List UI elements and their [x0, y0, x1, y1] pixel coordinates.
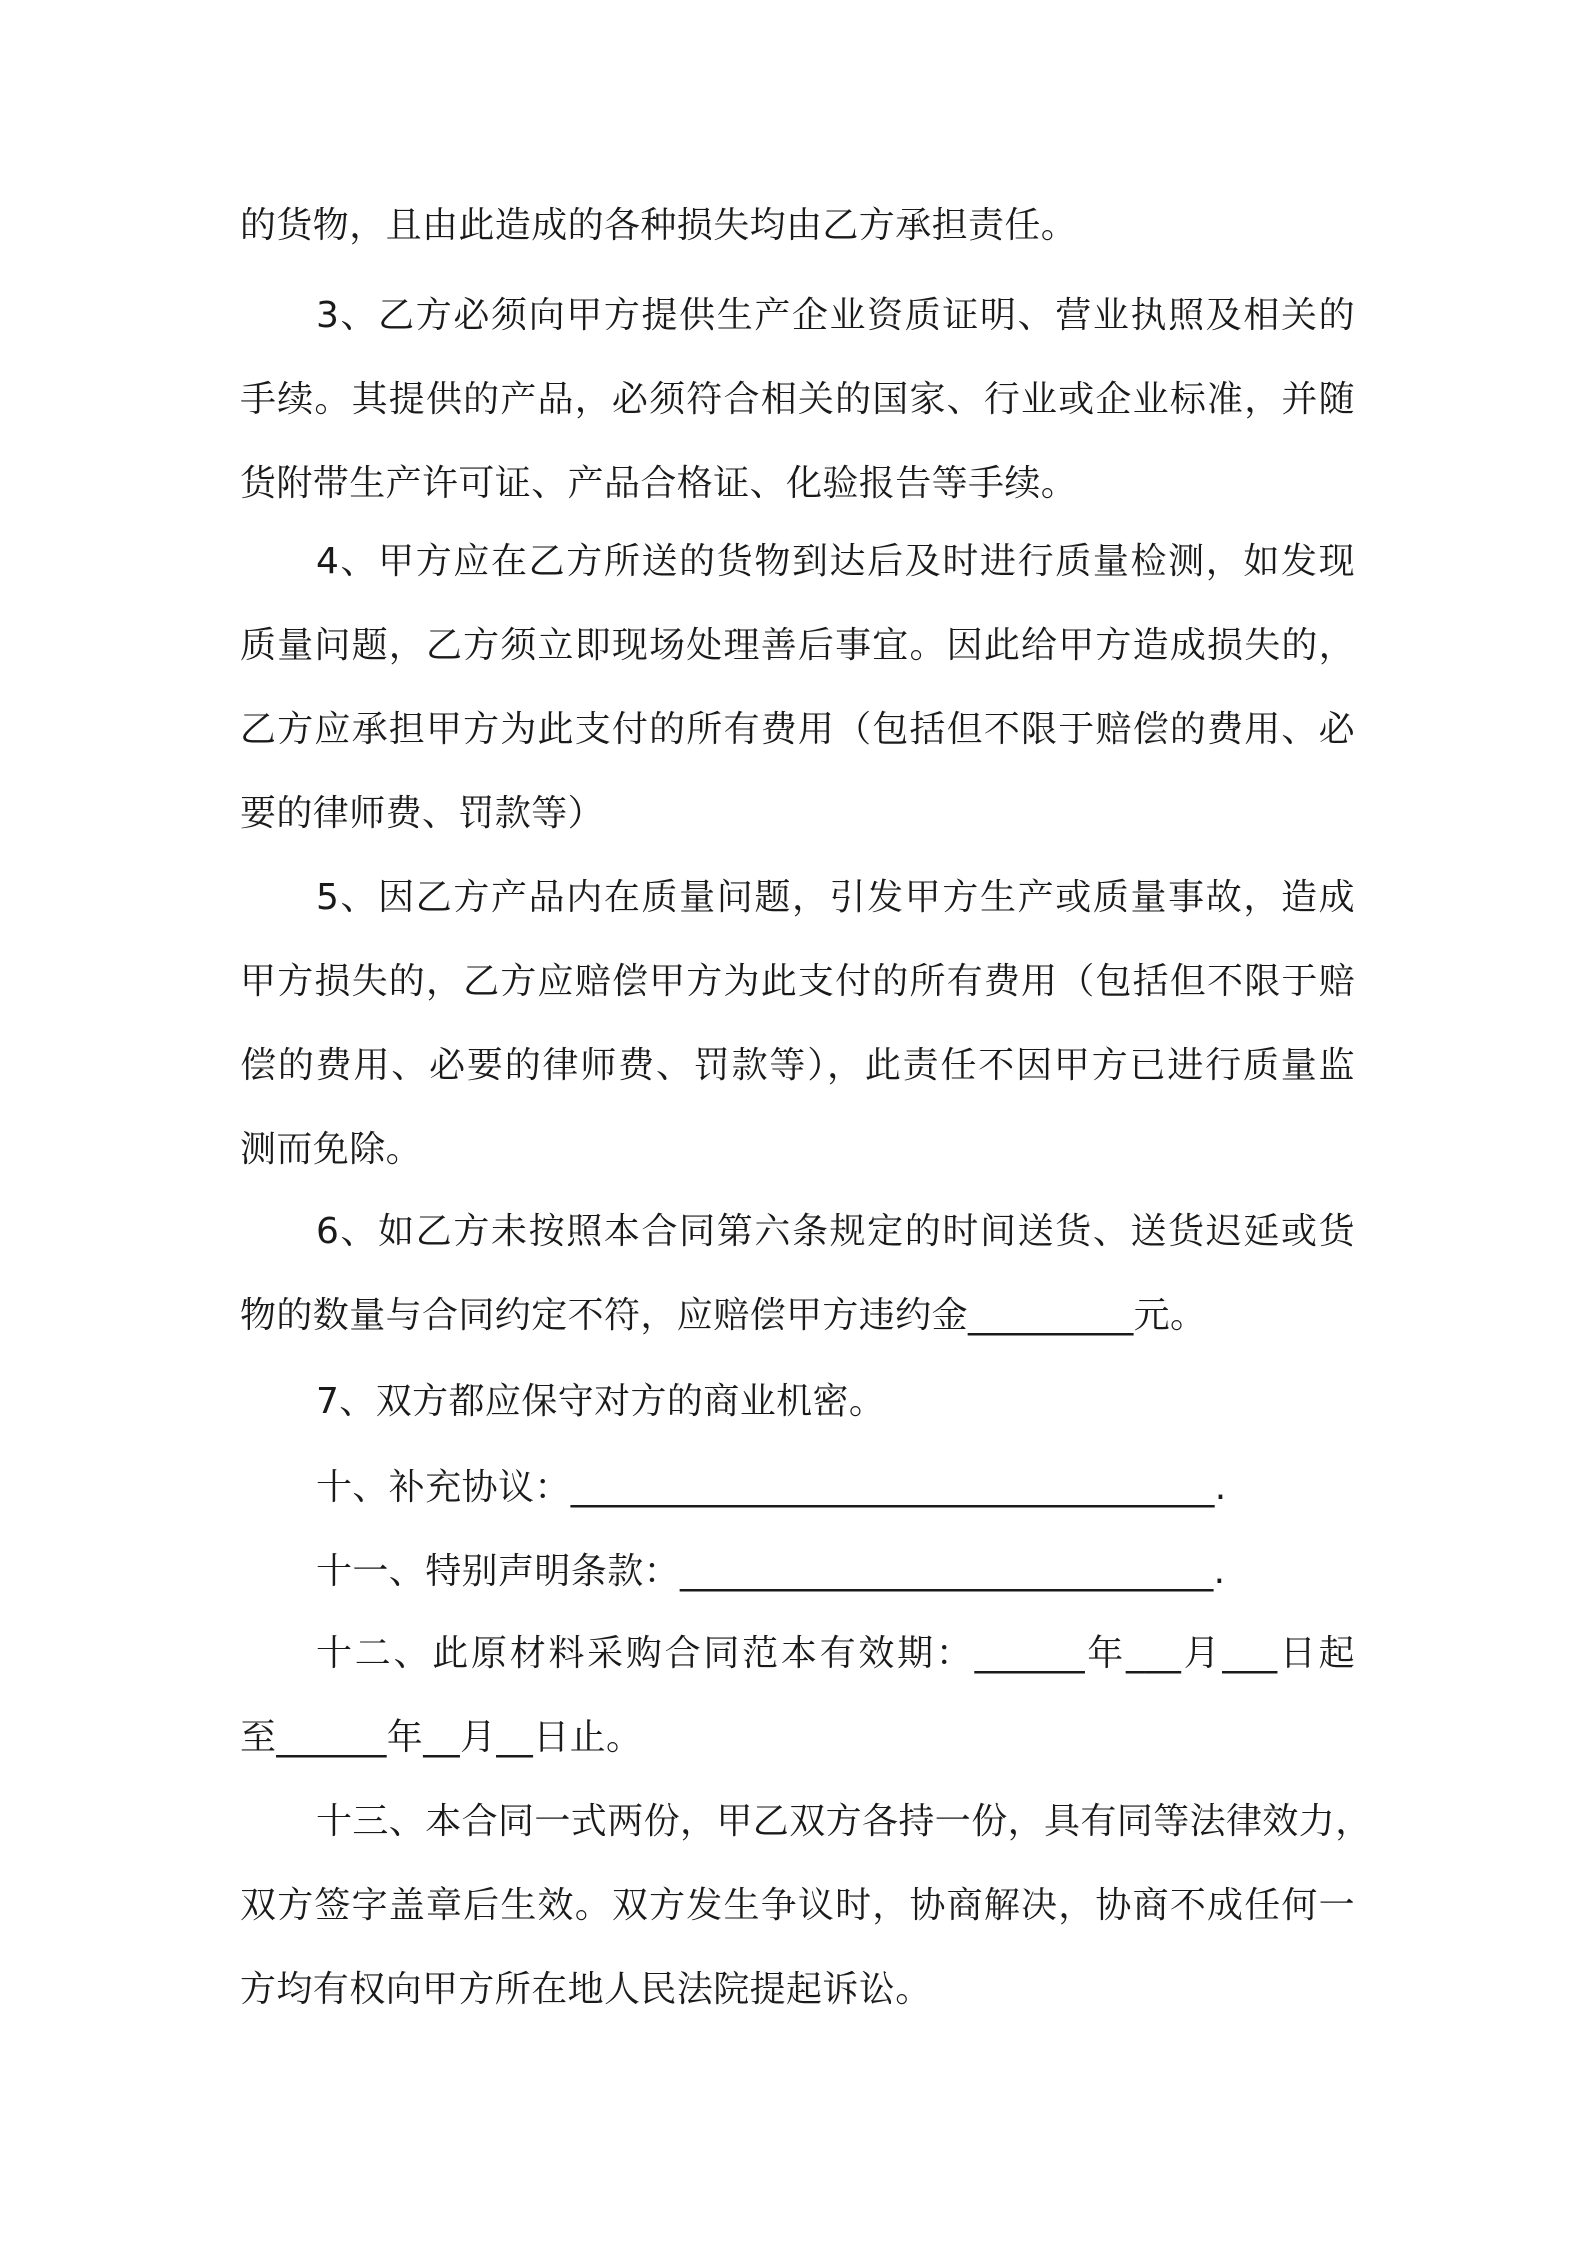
text-line: 十、补充协议：___________________________________.: [316, 1467, 1227, 1508]
text-line: 十一、特别声明条款：_____________________________.: [316, 1551, 1226, 1592]
text-line: 7、双方都应保守对方的商业机密。: [316, 1381, 886, 1422]
paragraph-section-13: [240, 1780, 1372, 2032]
text-line: 双方签字盖章后生效。双方发生争议时，协商解决，协商不成任何一: [240, 1885, 1355, 1926]
text-line: 乙方应承担甲方为此支付的所有费用（包括但不限于赔偿的费用、必: [240, 709, 1355, 750]
text-line: 偿的费用、必要的律师费、罚款等），此责任不因甲方已进行质量监: [240, 1045, 1355, 1086]
paragraph-clause-6: [240, 1190, 1355, 1358]
text-line: 手续。其提供的产品，必须符合相关的国家、行业或企业标准，并随: [240, 379, 1355, 420]
paragraph-section-11: [240, 1530, 1355, 1614]
paragraph-section-10: [240, 1446, 1355, 1530]
paragraph-section-12: [240, 1612, 1355, 1780]
text-line: 物的数量与合同约定不符，应赔偿甲方违约金_________元。: [240, 1295, 1207, 1336]
text-line: 要的律师费、罚款等）: [240, 793, 605, 834]
text-line: 质量问题，乙方须立即现场处理善后事宜。因此给甲方造成损失的，: [240, 625, 1355, 666]
text-line: 3、乙方必须向甲方提供生产企业资质证明、营业执照及相关的: [316, 295, 1355, 336]
text-line: 方均有权向甲方所在地人民法院提起诉讼。: [240, 1969, 932, 2010]
text-line: 5、因乙方产品内在质量问题，引发甲方生产或质量事故，造成: [316, 877, 1355, 918]
paragraph-clause-7: [240, 1360, 1355, 1444]
text-line: 的货物，且由此造成的各种损失均由乙方承担责任。: [240, 205, 1078, 246]
paragraph-clause-3: [240, 274, 1355, 526]
paragraph-clause-4: [240, 520, 1355, 856]
text-line: 4、甲方应在乙方所送的货物到达后及时进行质量检测，如发现: [316, 541, 1355, 582]
paragraph-clause-5: [240, 856, 1355, 1192]
text-line: 甲方损失的，乙方应赔偿甲方为此支付的所有费用（包括但不限于赔: [240, 961, 1355, 1002]
text-line: 6、如乙方未按照本合同第六条规定的时间送货、送货迟延或货: [316, 1211, 1355, 1252]
text-line: 十三、本合同一式两份，甲乙双方各持一份，具有同等法律效力，: [316, 1801, 1372, 1842]
text-line: 十二、此原材料采购合同范本有效期：______年___月___日起: [316, 1633, 1355, 1674]
paragraph-continuation: [240, 184, 1355, 268]
text-line: 测而免除。: [240, 1129, 423, 1170]
text-line: 至______年__月__日止。: [240, 1717, 643, 1758]
text-line: 货附带生产许可证、产品合格证、化验报告等手续。: [240, 463, 1078, 504]
